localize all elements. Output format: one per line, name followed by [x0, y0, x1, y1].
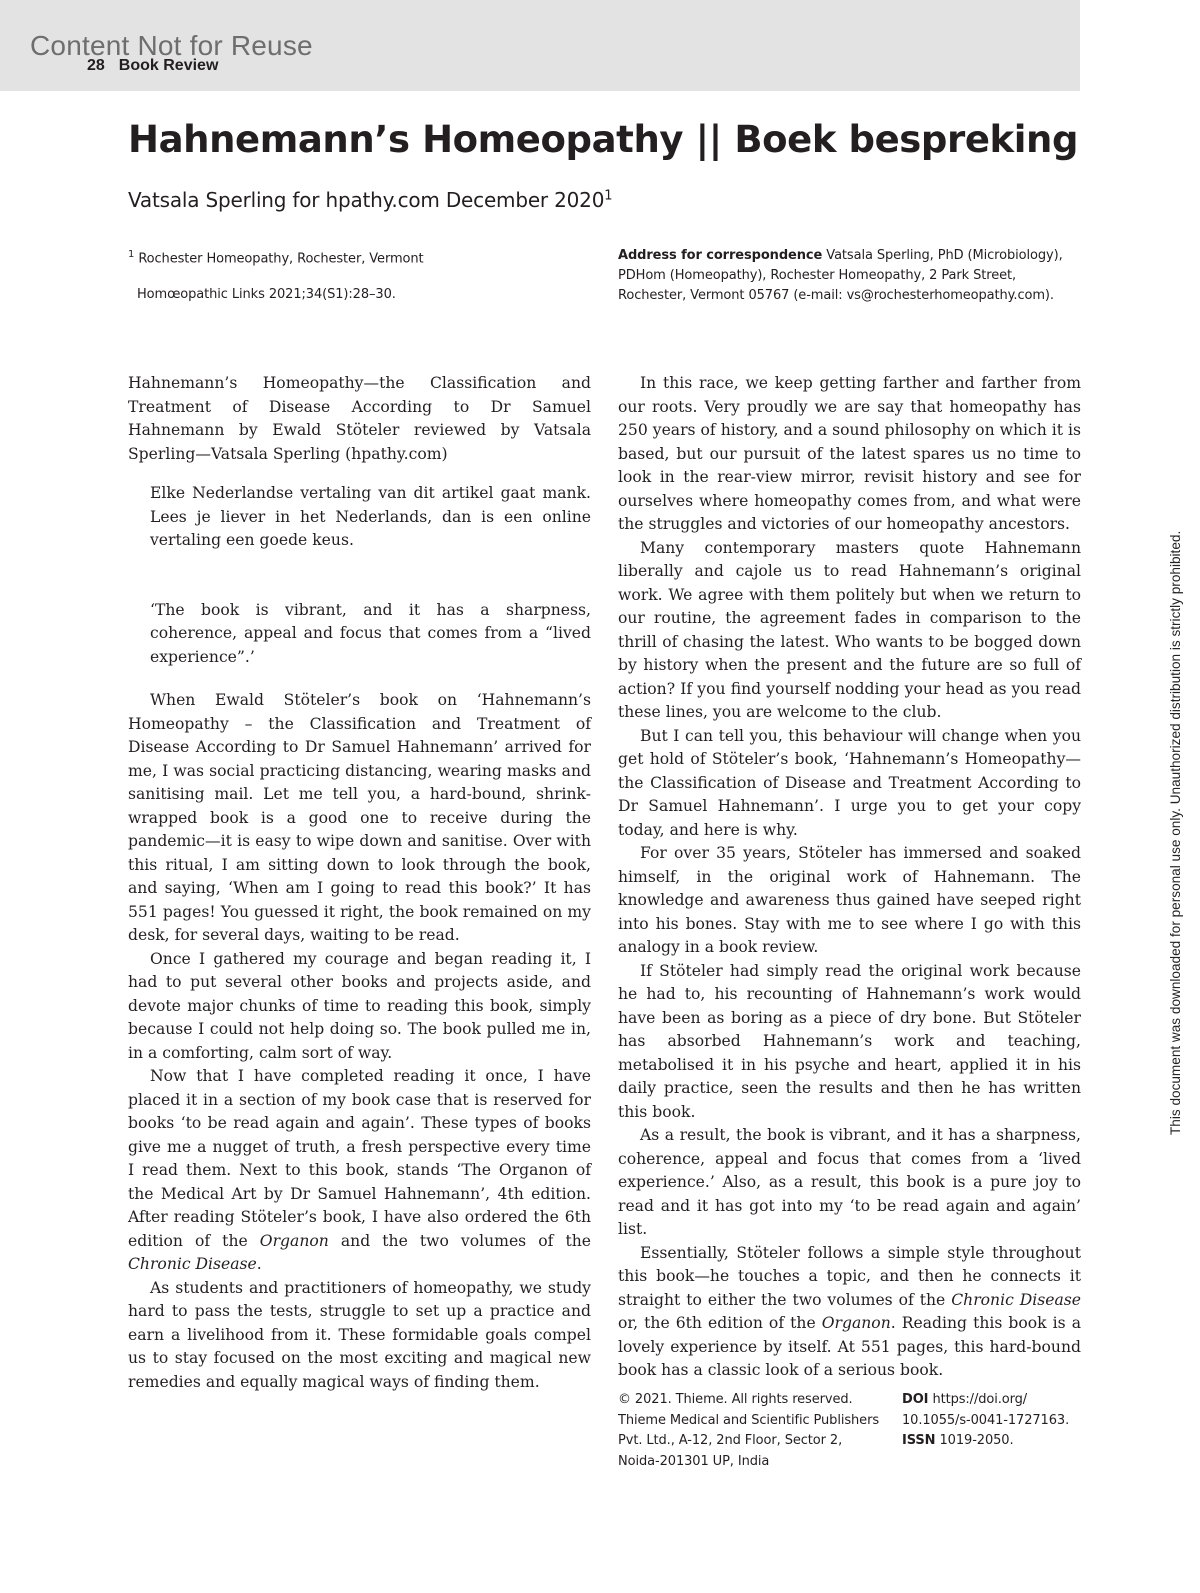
content-not-for-reuse-watermark: Content Not for Reuse	[30, 30, 313, 61]
body-paragraph: As students and practitioners of homeopathy, we study hard to pass the tests, struggle to set up a practice and earn a livelihood from it. These formidable goals compel us to stay focused on the most exciting and magical new remedies and equally magical ways of finding them.	[128, 1278, 591, 1391]
body-paragraph: In this race, we keep getting farther and farther from our roots. Very proudly we are say that homeopathy has 250 years of history, and a sound philosophy on which it is based, but our pursuit of the latest spares us no time to look in the rear-view mirror, revisit history and see for ourselves where homeopathy comes from, and what were the struggles and victories of our homeopathy ancestors.	[618, 374, 1081, 533]
text-run: Essentially, Stöteler follows a simple style throughout this book—he touches a topic, and then he connects it straight to either the two volumes of the	[618, 1243, 1081, 1309]
correspondence-line-1: Vatsala Sperling, PhD (Microbiology),	[826, 248, 1063, 263]
issn-label: ISSN	[902, 1433, 936, 1448]
side-distribution-watermark: This document was downloaded for personal use only. Unauthorized distribution is strictly prohibited.	[1168, 530, 1183, 1135]
body-column-right	[618, 372, 1081, 1383]
section-label: Book Review	[118, 57, 219, 74]
running-head	[87, 57, 218, 75]
correspondence-address	[618, 246, 1063, 306]
issn-value: 1019-2050.	[939, 1433, 1014, 1448]
translation-note: Elke Nederlandse vertaling van dit artikel gaat mank. Lees je liever in het Nederlands, dan is een online vertaling een goede keus.	[150, 484, 591, 549]
doi-label: DOI	[902, 1392, 929, 1407]
body-paragraph: If Stöteler had simply read the original work because he had to, his recounting of Hahnemann’s work would have been as boring as a piece of dry bone. But Stöteler has absorbed Hahnemann’s work and teaching, metabolised it in his psyche and heart, applied it in his daily practice, seen the results and then he has written this book.	[618, 961, 1081, 1121]
body-paragraph: For over 35 years, Stöteler has immersed and soaked himself, in the original work of Hahnemann. The knowledge and awareness thus gained have seeped right into his bones. Stay with me to see where I go with this analogy in a book review.	[618, 844, 1081, 956]
publisher-line: Thieme Medical and Scientific Publishers	[618, 1412, 879, 1428]
text-run: or, the 6th edition of the	[618, 1314, 816, 1332]
pull-quote: ‘The book is vibrant, and it has a sharpness, coherence, appeal and focus that comes from a “lived experience”.’	[150, 600, 591, 666]
italic-title-organon: Organon	[259, 1231, 329, 1250]
body-column-left	[128, 372, 591, 1394]
affiliation	[128, 245, 424, 269]
publisher-address-line: Noida-201301 UP, India	[618, 1453, 770, 1469]
body-paragraph: But I can tell you, this behaviour will change when you get hold of Stöteler’s book, ‘Hahnemann’s Homeopathy—the Classification of Disease and Treatment According to Dr Samuel Hahnemann’. I urge you to get your copy today, and here is why.	[618, 726, 1081, 839]
italic-title-chronic-disease: Chronic Disease	[951, 1290, 1081, 1309]
byline-text: Vatsala Sperling for hpathy.com December 2020	[128, 188, 605, 212]
text-run: and the two volumes of the	[340, 1231, 592, 1250]
text-run: . Reading this book is a lovely experience by itself. At 551 pages, this hard-bound book has a classic look of a serious book.	[618, 1314, 1082, 1379]
affiliation-mark: 1	[128, 249, 135, 260]
correspondence-line-2: PDHom (Homeopathy), Rochester Homeopathy, 2 Park Street,	[618, 268, 1017, 283]
citation: Homœopathic Links 2021;34(S1):28–30.	[137, 287, 396, 302]
body-paragraph: When Ewald Stöteler’s book on ‘Hahnemann’s Homeopathy – the Classification and Treatment of Disease According to Dr Samuel Hahnemann’ arrived for me, I was social practicing distancing, wearing masks and sanitising mail. Let me tell you, a hard-bound, shrink-wrapped book is a good one to receive during the pandemic—it is easy to wipe down and sanitise. Over with this ritual, I am sitting down to look through the book, and saying, ‘When am I going to read this book?’ It has 551 pages! You guessed it right, the book remained on my desk, for several days, waiting to be read.	[128, 691, 591, 944]
correspondence-label: Address for correspondence	[618, 248, 823, 263]
correspondence-line-3: Rochester, Vermont 05767 (e-mail: vs@rochesterhomeopathy.com).	[618, 288, 1054, 303]
publisher-footer	[618, 1390, 879, 1472]
doi-link[interactable]: https://doi.org/	[932, 1392, 1028, 1407]
text-run: Now that I have completed reading it once, I have placed it in a section of my book case that is reserved for books ‘to be read again and again’. These types of books give me a nugget of truth, a fresh perspective every time I read them. Next to this book, stands ‘The Organon of the Medical Art by Dr Samuel Hahnemann’, 4th edition. After reading Stöteler’s book, I have also ordered the 6th edition of the	[128, 1067, 591, 1250]
copyright-line: © 2021. Thieme. All rights reserved.	[618, 1392, 853, 1407]
italic-title-chronic-disease: Chronic Disease	[128, 1255, 257, 1273]
article-title: Hahnemann’s Homeopathy || Boek bespreking	[128, 118, 1079, 161]
intro-paragraph: Hahnemann’s Homeopathy—the Classification and Treatment of Disease According to Dr Samuel Hahnemann by Ewald Stöteler reviewed by Vatsala Sperling—Vatsala Sperling (hpathy.com)	[128, 374, 591, 463]
text-run: .	[256, 1255, 262, 1273]
italic-title-organon: Organon	[821, 1314, 891, 1332]
byline	[128, 188, 612, 212]
publisher-address-line: Pvt. Ltd., A-12, 2nd Floor, Sector 2,	[618, 1433, 843, 1448]
body-paragraph	[128, 1065, 591, 1277]
page-number: 28	[87, 57, 105, 74]
body-paragraph: As a result, the book is vibrant, and it has a sharpness, coherence, appeal and focus that comes from a ‘lived experience.’ Also, as a result, this book is a pure joy to read and it has got into my ‘to be read again and again’ list.	[618, 1126, 1081, 1238]
byline-footnote-mark: 1	[604, 188, 613, 204]
doi-issn-block	[902, 1390, 1069, 1452]
affiliation-text: Rochester Homeopathy, Rochester, Vermont	[138, 251, 424, 267]
body-paragraph	[618, 1242, 1081, 1383]
doi-value[interactable]: 10.1055/s-0041-1727163.	[902, 1412, 1070, 1428]
body-paragraph: Many contemporary masters quote Hahnemann liberally and cajole us to read Hahnemann’s original work. We agree with them politely but when we return to our routine, the agreement fades in comparison to the thrill of chasing the latest. Who wants to be bogged down by history when the present and the future are so full of action? If you find yourself nodding your head as you read these lines, you are welcome to the club.	[618, 538, 1081, 721]
body-paragraph: Once I gathered my courage and began reading it, I had to put several other books and projects aside, and devote major chunks of time to reading this book, simply because I could not help doing so. The book pulled me in, in a comforting, calm sort of way.	[128, 949, 591, 1062]
